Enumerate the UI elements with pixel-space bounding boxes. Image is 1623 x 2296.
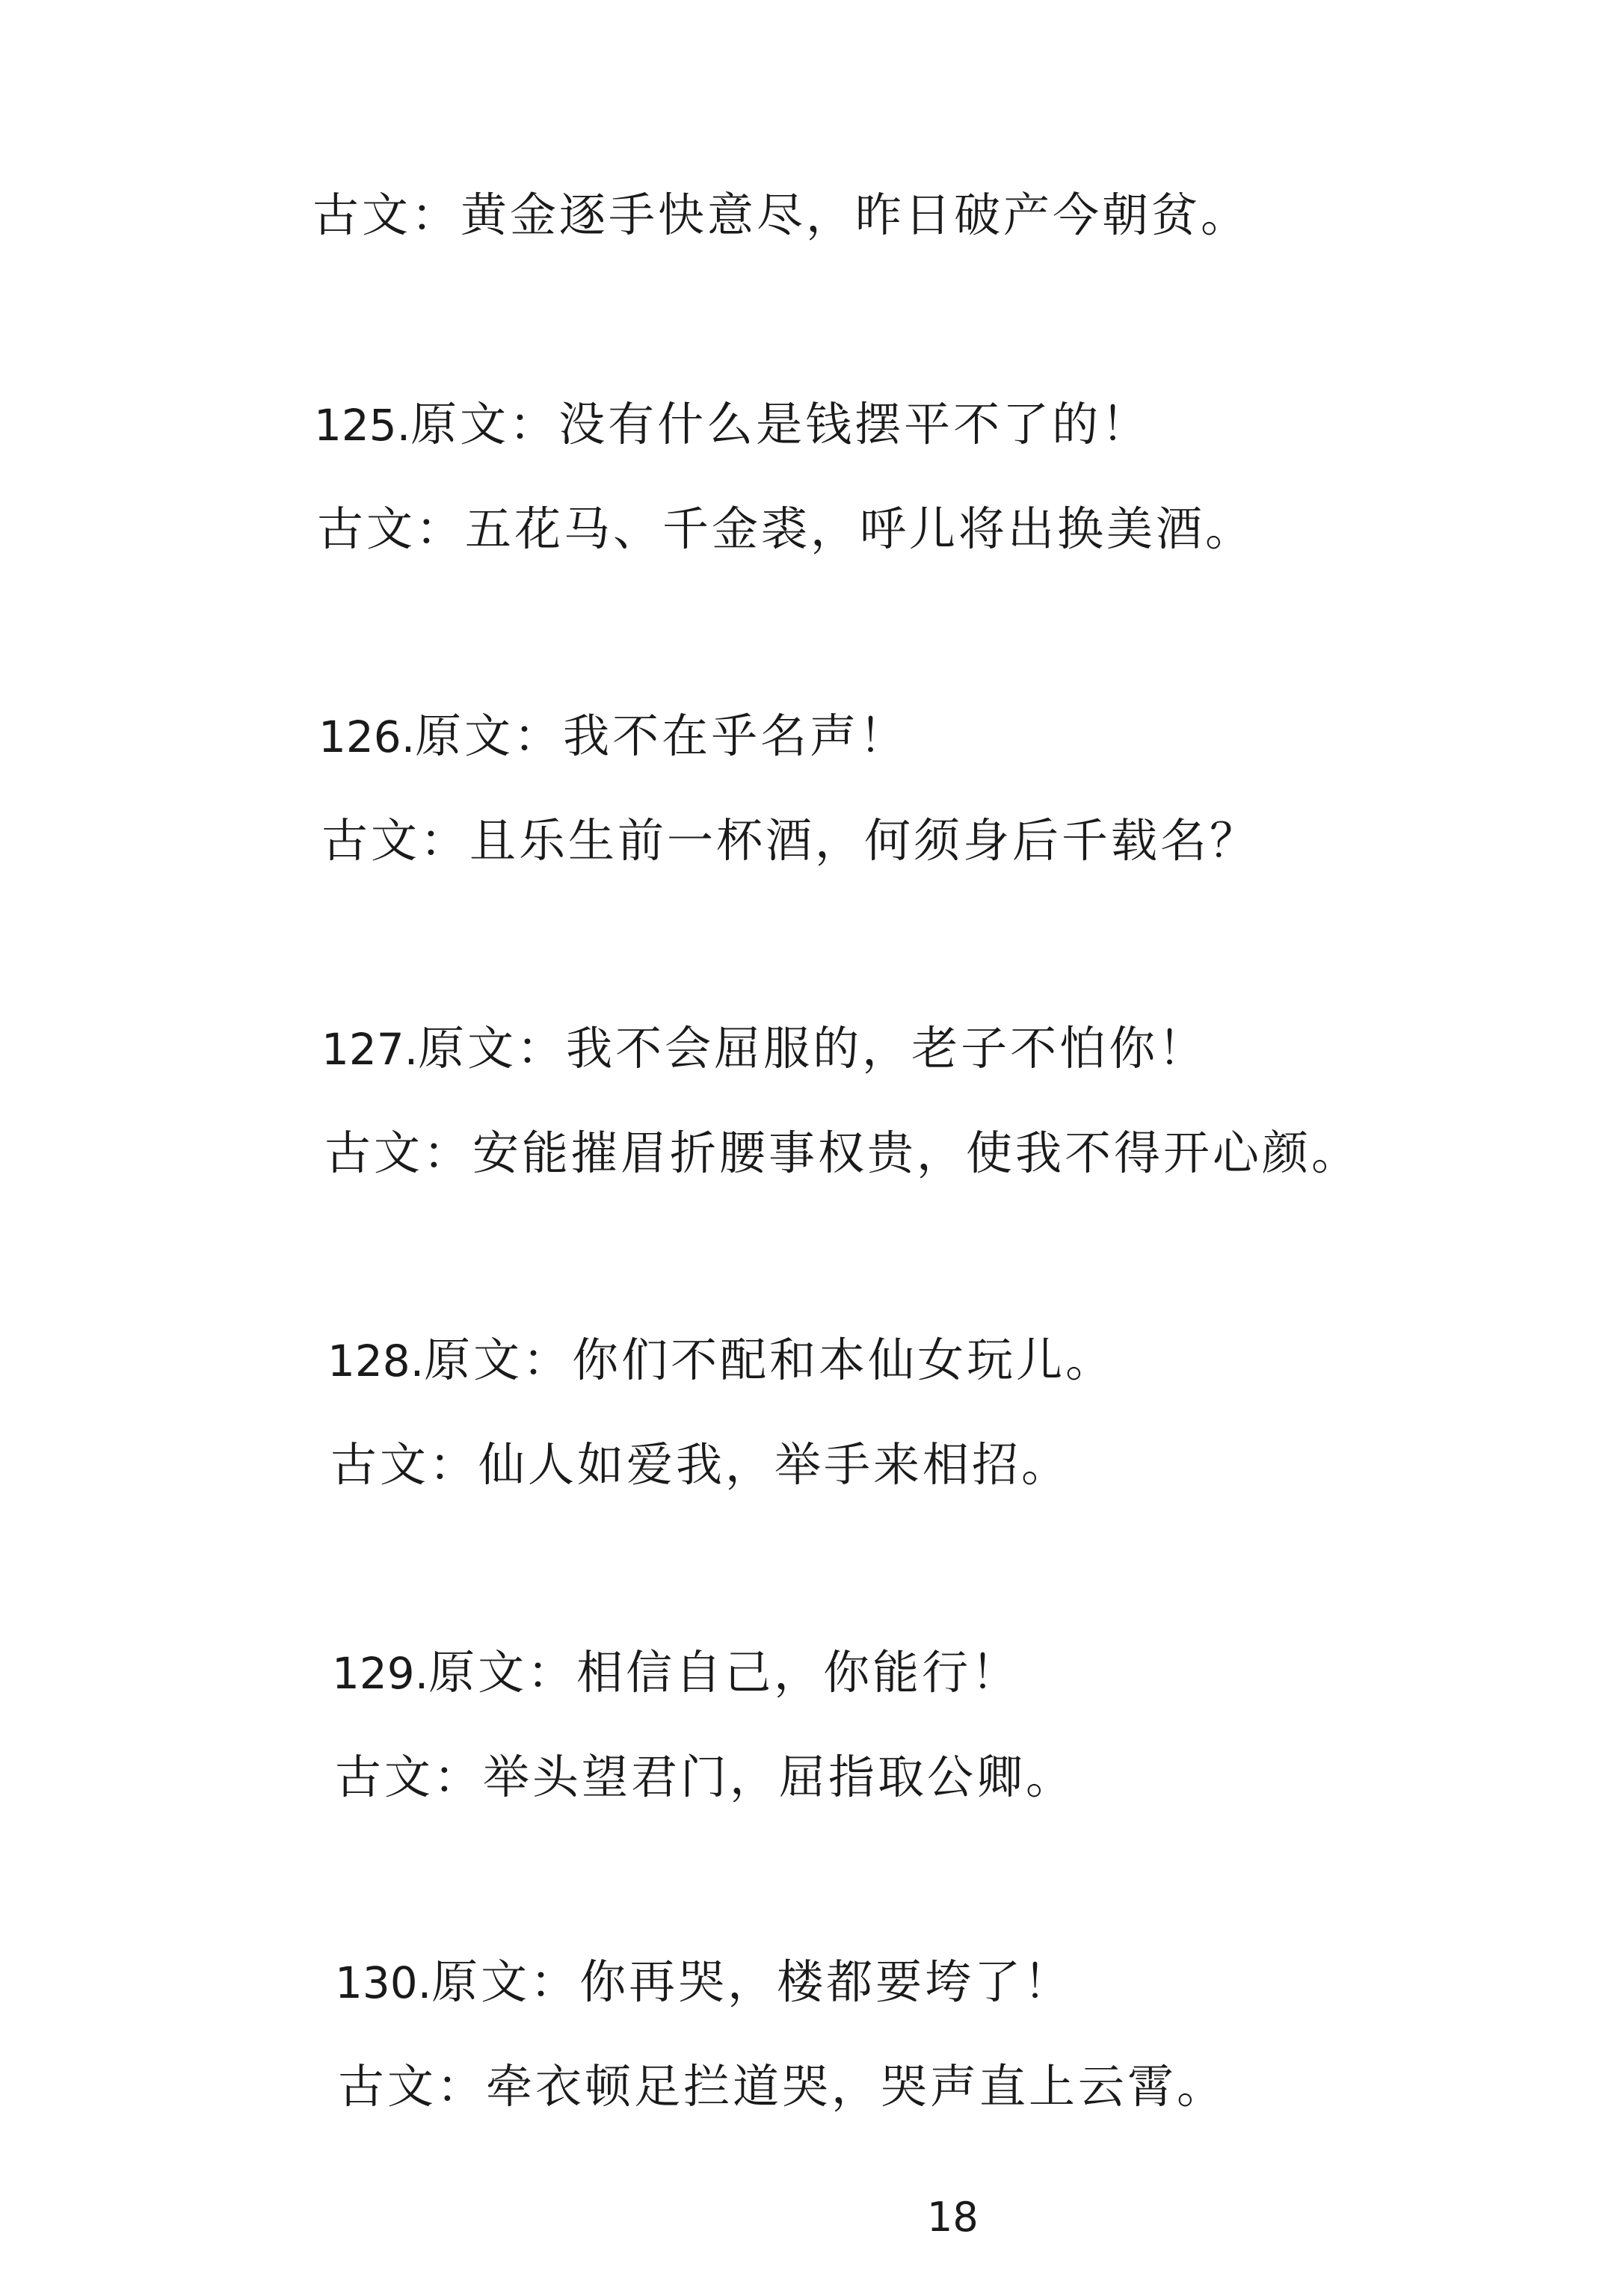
entry-modern-text: 原文：相信自己，你能行！ xyxy=(428,1645,1021,1700)
entry-number: 128. xyxy=(327,1336,425,1386)
entry-modern-text: 原文：没有什么是钱摆平不了的！ xyxy=(410,397,1151,451)
entry-127-modern xyxy=(321,1019,1207,1079)
entry-126-classical: 古文：且乐生前一杯酒，何须身后千载名？ xyxy=(321,813,1260,868)
page-number: 18 xyxy=(927,2194,979,2241)
entry-number: 127. xyxy=(321,1024,419,1075)
entry-number: 130. xyxy=(335,1957,432,2008)
entry-number: 125. xyxy=(314,400,411,451)
entry-130-modern xyxy=(335,1952,1073,2013)
entry-125-modern xyxy=(314,395,1151,455)
entry-number: 129. xyxy=(332,1648,429,1699)
entry-129-classical: 古文：举头望君门，屈指取公卿。 xyxy=(335,1750,1076,1804)
entry-modern-text: 原文：你们不配和本仙女玩儿。 xyxy=(424,1333,1115,1387)
entry-128-classical: 古文：仙人如爱我，举手来相招。 xyxy=(330,1437,1071,1492)
entry-125-classical: 古文：五花马、千金裘，呼儿将出换美酒。 xyxy=(317,502,1255,556)
entry-127-classical: 古文：安能摧眉折腰事权贵，使我不得开心颜。 xyxy=(324,1126,1361,1180)
entry-modern-text: 原文：我不会屈服的，老子不怕你！ xyxy=(418,1021,1208,1076)
entry-128-modern xyxy=(327,1330,1115,1391)
entry-124-classical: 古文：黄金逐手快意尽，昨日破产今朝贫。 xyxy=(312,188,1251,242)
entry-129-modern xyxy=(332,1643,1020,1703)
entry-number: 126. xyxy=(318,712,416,762)
entry-modern-text: 原文：你再哭，楼都要垮了！ xyxy=(431,1954,1074,2009)
entry-126-modern xyxy=(318,706,908,767)
entry-130-classical: 古文：牵衣顿足拦道哭，哭声直上云霄。 xyxy=(338,2059,1227,2114)
entry-modern-text: 原文：我不在乎名声！ xyxy=(415,709,909,763)
